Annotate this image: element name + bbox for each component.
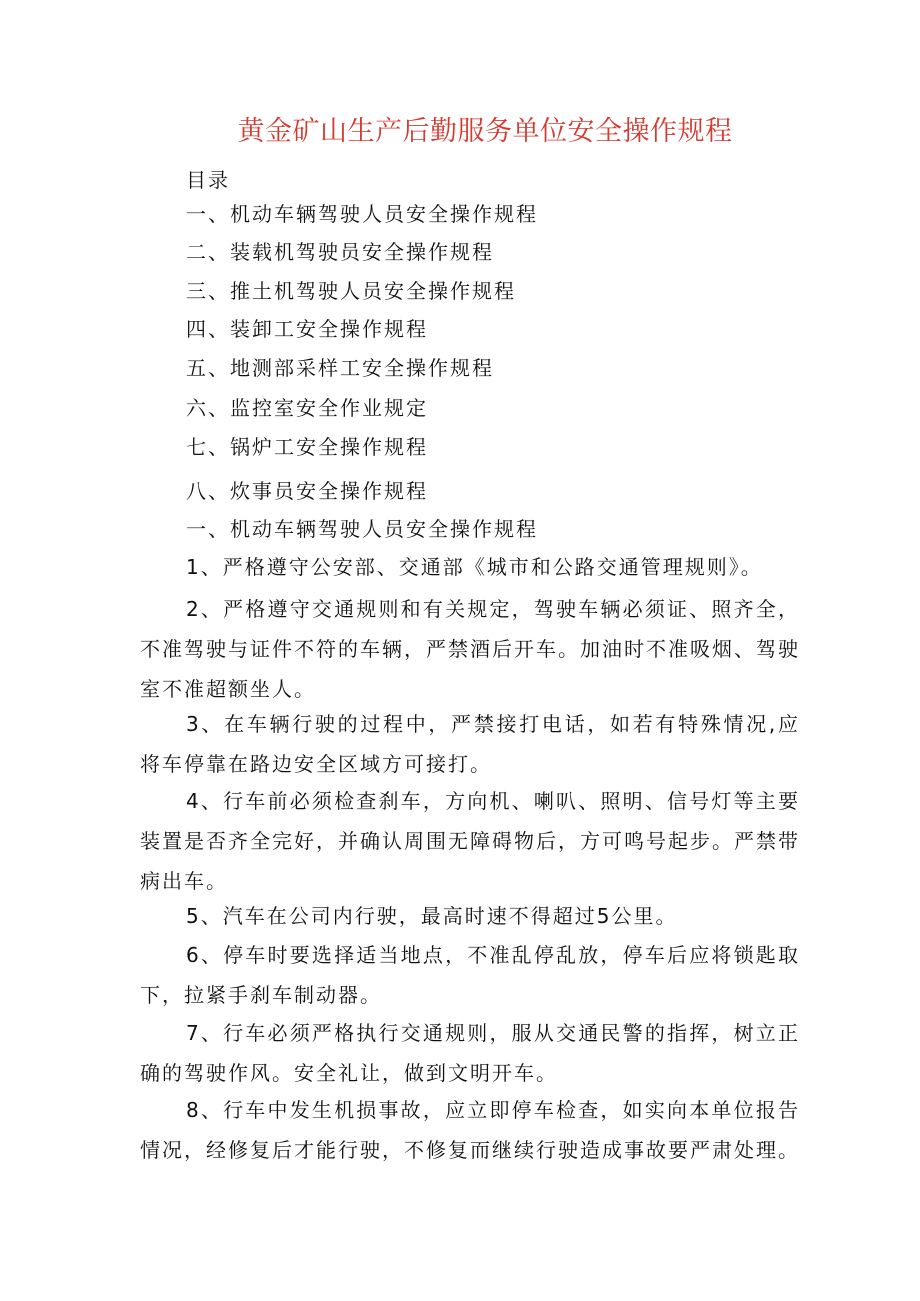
toc-item-4: 四、装卸工安全操作规程 [186,317,428,341]
toc-item-3: 三、推土机驾驶人员安全操作规程 [186,279,516,303]
toc-item-6: 六、监控室安全作业规定 [186,396,428,420]
rule-paragraph-8: 8、行车中发生机损事故，应立即停车检查，如实向本单位报告情况，经修复后才能行驶，不修复而继续行驶造成事故要严肃处理。 [140,1098,800,1162]
toc-item-5: 五、地测部采样工安全操作规程 [186,356,494,380]
rule-paragraph-6: 6、停车时要选择适当地点，不准乱停乱放，停车后应将锁匙取下，拉紧手刹车制动器。 [140,943,800,1007]
document-title: 黄金矿山生产后勤服务单位安全操作规程 [237,116,733,147]
toc-item-8: 八、炊事员安全操作规程 [186,479,428,503]
rule-paragraph-2: 2、严格遵守交通规则和有关规定，驾驶车辆必须证、照齐全，不准驾驶与证件不符的车辆，严禁酒后开车。加油时不准吸烟、驾驶室不准超额坐人。 [140,597,800,701]
toc-item-7: 七、锅炉工安全操作规程 [186,435,428,459]
toc-item-1: 一、机动车辆驾驶人员安全操作规程 [186,202,538,226]
rule-paragraph-7: 7、行车必须严格执行交通规则，服从交通民警的指挥，树立正确的驾驶作风。安全礼让，做到文明开车。 [140,1021,800,1085]
section-1-heading: 一、机动车辆驾驶人员安全操作规程 [186,517,538,541]
toc-label: 目录 [186,168,230,192]
rule-paragraph-1: 1、严格遵守公安部、交通部《城市和公路交通管理规则》。 [186,555,763,579]
rule-paragraph-4: 4、行车前必须检查刹车，方向机、喇叭、照明、信号灯等主要装置是否齐全完好，并确认周围无障碍物后，方可鸣号起步。严禁带病出车。 [140,789,800,893]
toc-item-2: 二、装载机驾驶员安全操作规程 [186,240,494,264]
rule-paragraph-5: 5、汽车在公司内行驶，最高时速不得超过5公里。 [186,904,678,928]
rule-paragraph-3: 3、在车辆行驶的过程中，严禁接打电话，如若有特殊情况,应将车停靠在路边安全区域方可接打。 [140,712,800,776]
